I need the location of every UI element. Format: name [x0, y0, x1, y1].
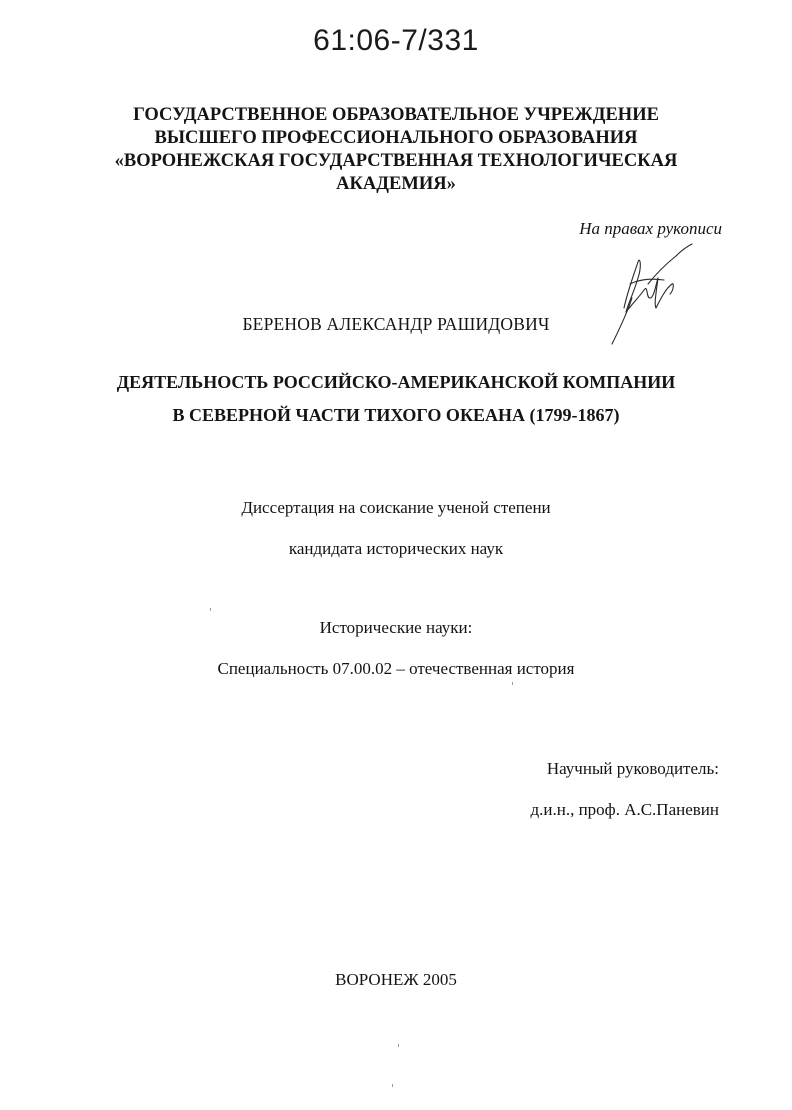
- manuscript-rights-note: На правах рукописи: [579, 219, 722, 238]
- institution-line-1: ГОСУДАРСТВЕННОЕ ОБРАЗОВАТЕЛЬНОЕ УЧРЕЖДЕНИЕ: [133, 105, 659, 125]
- scan-speck: [392, 1084, 393, 1087]
- title-line-2: В СЕВЕРНОЙ ЧАСТИ ТИХОГО ОКЕАНА (1799-1867): [172, 405, 620, 425]
- specialty-field: Исторические науки:: [319, 618, 473, 637]
- institution-line-3: «ВОРОНЕЖСКАЯ ГОСУДАРСТВЕННАЯ ТЕХНОЛОГИЧЕСКАЯ: [114, 151, 678, 171]
- supervisor-label: Научный руководитель:: [546, 759, 719, 778]
- degree-line-2: кандидата исторических наук: [288, 539, 504, 558]
- degree-line-1: Диссертация на соискание ученой степени: [241, 498, 551, 517]
- archive-code: 61:06-7/331: [313, 24, 479, 57]
- institution-line-4: АКАДЕМИЯ»: [336, 174, 456, 194]
- scan-speck: [512, 682, 513, 685]
- institution-line-2: ВЫСШЕГО ПРОФЕССИОНАЛЬНОГО ОБРАЗОВАНИЯ: [154, 128, 638, 148]
- scan-speck: [398, 1044, 399, 1047]
- place-and-year: ВОРОНЕЖ 2005: [335, 970, 457, 989]
- specialty-code: Специальность 07.00.02 – отечественная история: [217, 659, 575, 678]
- scan-speck: [210, 608, 211, 611]
- supervisor-name: д.и.н., проф. А.С.Паневин: [530, 800, 719, 819]
- author-name: БЕРЕНОВ АЛЕКСАНДР РАШИДОВИЧ: [242, 314, 550, 334]
- dissertation-title: [60, 366, 732, 432]
- title-line-1: ДЕЯТЕЛЬНОСТЬ РОССИЙСКО-АМЕРИКАНСКОЙ КОМПАНИИ: [116, 372, 676, 392]
- institution-name: [70, 104, 722, 196]
